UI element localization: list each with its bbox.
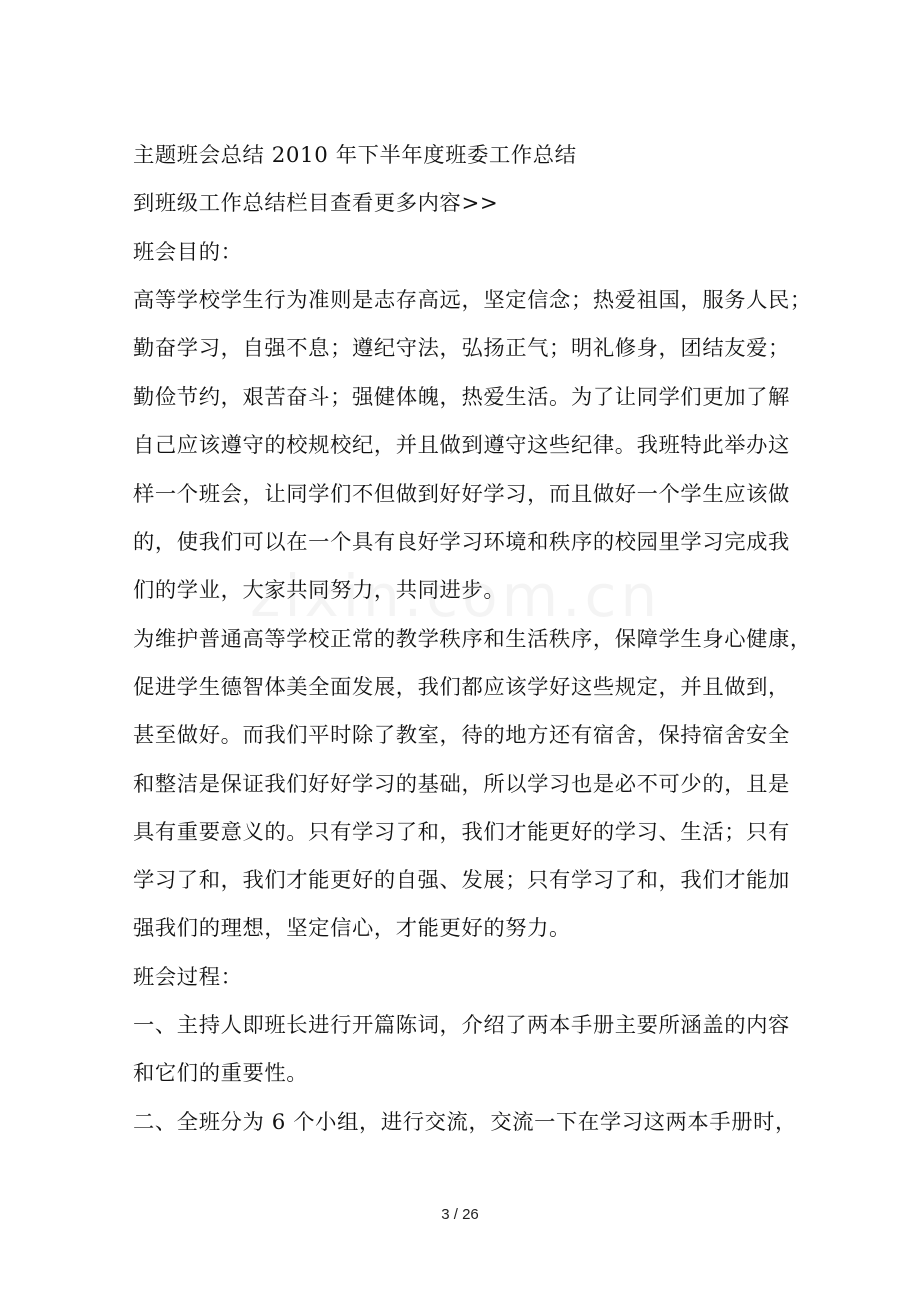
body-line: 高等学校学生行为准则是志存高远，坚定信念；热爱祖国，服务人民； bbox=[133, 288, 812, 313]
body-line: 样一个班会，让同学们不但做到好好学习，而且做好一个学生应该做 bbox=[133, 482, 790, 507]
body-line: 和整洁是保证我们好好学习的基础，所以学习也是必不可少的，且是 bbox=[133, 772, 790, 797]
body-line: 二、全班分为 6 个小组，进行交流，交流一下在学习这两本手册时， bbox=[133, 1110, 797, 1135]
body-line: 们的学业，大家共同努力，共同进步。 bbox=[133, 578, 506, 603]
body-line: 为维护普通高等学校正常的教学秩序和生活秩序，保障学生身心健康， bbox=[133, 627, 812, 652]
section-heading-process: 班会过程： bbox=[133, 965, 243, 990]
body-line: 和它们的重要性。 bbox=[133, 1061, 309, 1086]
more-content-link[interactable]: 到班级工作总结栏目查看更多内容>> bbox=[133, 191, 499, 216]
body-line: 一、主持人即班长进行开篇陈词，介绍了两本手册主要所涵盖的内容 bbox=[133, 1013, 790, 1038]
body-line: 甚至做好。而我们平时除了教室，待的地方还有宿舍，保持宿舍安全 bbox=[133, 723, 790, 748]
body-line: 促进学生德智体美全面发展，我们都应该学好这些规定，并且做到， bbox=[133, 675, 790, 700]
body-line: 的，使我们可以在一个具有良好学习环境和秩序的校园里学习完成我 bbox=[133, 530, 790, 555]
body-line: 具有重要意义的。只有学习了和，我们才能更好的学习、生活；只有 bbox=[133, 820, 790, 845]
document-title: 主题班会总结 2010 年下半年度班委工作总结 bbox=[133, 143, 577, 168]
body-line: 自己应该遵守的校规校纪，并且做到遵守这些纪律。我班特此举办这 bbox=[133, 433, 790, 458]
body-line: 学习了和，我们才能更好的自强、发展；只有学习了和，我们才能加 bbox=[133, 868, 790, 893]
body-line: 勤奋学习，自强不息；遵纪守法，弘扬正气；明礼修身，团结友爱； bbox=[133, 336, 790, 361]
page-number: 3 / 26 bbox=[441, 1206, 479, 1223]
body-line: 勤俭节约，艰苦奋斗；强健体魄，热爱生活。为了让同学们更加了解 bbox=[133, 385, 790, 410]
body-line: 强我们的理想，坚定信心，才能更好的努力。 bbox=[133, 916, 571, 941]
section-heading-purpose: 班会目的： bbox=[133, 240, 243, 265]
